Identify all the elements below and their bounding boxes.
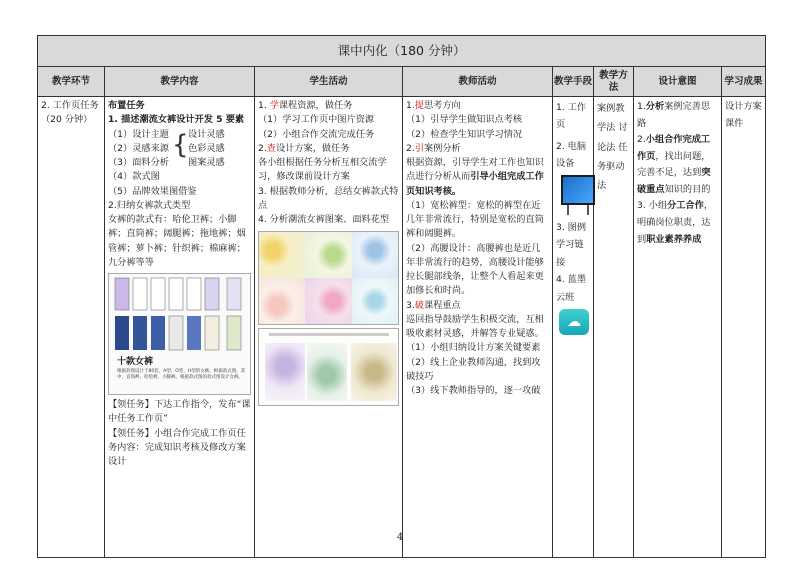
cloud-class-app-icon: ☁ (559, 309, 589, 335)
student-cell (255, 97, 403, 558)
brace-icon: { (172, 129, 189, 160)
lesson-table (37, 35, 766, 558)
page-number: 4 (396, 532, 404, 543)
student-step-1b: （2）小组合作交流完成任务 (258, 128, 375, 140)
header-design: 设计意图 (634, 67, 722, 97)
design-item-3: 3. 小组分工合作，明确岗位职责，达到职业素养养成 (637, 200, 713, 245)
teacher-step-2: 2.引案例分析 (406, 142, 461, 154)
header-content: 教学内容 (105, 67, 255, 97)
teacher-step-3d: （3）线下教师指导的，逐一攻破 (406, 385, 541, 396)
pants-styles-image (108, 273, 251, 395)
task-instruction: 【领任务】下达工作指令，发布“课中任务工作页” (108, 399, 251, 425)
image-caption: 十款女裤 (117, 357, 154, 367)
content-sub1: 1. 描述潮流女裤设计开发 5 要素 (108, 114, 245, 126)
content-sub2-text: 女裤的款式有：哈伦卫裤；小脚裤；直筒裤；阔腿裤；拖地裤；烟管裤；萝卜裤；针织裤；棉麻裤；九分裤等等 (108, 214, 246, 268)
element-item: （3）面料分析 (108, 157, 169, 168)
element-item: （4）款式图 (108, 171, 160, 183)
floral-pattern-image (258, 231, 399, 325)
design-item-1: 1.分析案例完善思路 (637, 101, 711, 129)
teacher-cell (403, 97, 553, 558)
outcome-cell: 设计方案课件 (722, 97, 766, 558)
teacher-step-3a: 巡回指导鼓励学生积极交流，互相吸收素材灵感，并解答专业疑惑。 (406, 313, 544, 339)
content-sub2: 2.归纳女裤款式类型 (108, 199, 191, 211)
teacher-step-3: 3.破课程重点 (406, 299, 461, 311)
inspiration-item: 图案灵感 (188, 157, 225, 168)
teacher-step-3b: （1）小组归纳设计方案关键要素 (406, 342, 541, 354)
header-stage: 教学环节 (38, 67, 105, 97)
student-step-1: 1. 学课程资源，做任务 (258, 100, 353, 111)
teacher-step-3c: （2）线上企业教师沟通，找到攻破技巧 (406, 356, 541, 382)
design-item-2: 2.小组合作完成工作页，找出问题，完善不足，达到突破重点知识的目的 (637, 134, 711, 195)
means-cell (553, 97, 594, 558)
table-title: 课中内化（180 分钟） (38, 36, 766, 67)
student-step-2a: 各小组根据任务分析互相交流学习，修改课前设计方案 (258, 157, 387, 183)
header-student: 学生活动 (255, 67, 403, 97)
element-item: （1）设计主题 (108, 128, 169, 140)
student-step-4: 4. 分析潮流女裤图案、面料花型 (258, 214, 390, 225)
fabric-pattern-image (258, 328, 399, 406)
means-item: 1. 工作页 (556, 102, 587, 131)
element-item: （5）品牌效果图借鉴 (108, 185, 197, 197)
design-cell (634, 97, 722, 558)
inspiration-item: 设计灵感 (188, 128, 225, 140)
inspiration-item: 色彩灵感 (188, 142, 225, 154)
header-means: 教学手段 (553, 67, 594, 97)
content-cell (105, 97, 255, 558)
teacher-step-1: 1.提思考方向 (406, 100, 461, 111)
element-item: （2）灵感来源 (108, 142, 169, 154)
teacher-step-1a: （1）引导学生做知识点考核 (406, 114, 523, 126)
teacher-step-1b: （2）检查学生知识学习情况 (406, 128, 523, 140)
means-item: 2. 电脑设备 (556, 140, 587, 170)
means-item: 3. 图例学习链接 (556, 221, 587, 268)
teacher-step-2d: （2）高腰设计：高腰裤也是近几年非常流行的趋势，高腰设计能够拉长腿部线条，让整个人看起来更加修长和时尚。 (406, 242, 544, 297)
teacher-step-2a: 根据资源，引导学生对工作也知识点进行分析从而引导小组完成工作页知识考核。 (406, 157, 544, 197)
student-step-3: 3. 根据教师分析，总结女裤款式特点 (258, 185, 399, 211)
elements-list (108, 128, 251, 171)
student-step-1a: （1）学习工作页中图片资源 (258, 114, 375, 126)
smart-board-icon (559, 175, 595, 215)
teacher-step-2c: （1）宽松裤型：宽松的裤型在近几年非常流行，特别是宽松的直筒裤和阔腿裤。 (406, 199, 544, 240)
content-heading: 布置任务 (108, 100, 145, 111)
header-methods: 教学方法 (594, 67, 634, 97)
header-outcome: 学习成果 (722, 67, 766, 97)
stage-cell: 2. 工作页任务（20 分钟） (38, 97, 105, 558)
student-step-2: 2.查设计方案，做任务 (258, 142, 350, 154)
image-note: 根据款图设计于80套，A型、O型、H型的女裤。根据款式图，其中，直筒裤、哈伦裤、小脚裤。根据款式图的款式图设计女裤。 (117, 369, 246, 380)
methods-cell: 案例教学法 讨论法 任务驱动法 (594, 97, 634, 558)
means-item: 4. 蓝墨云班 (556, 274, 587, 303)
task-team: 【领任务】小组合作完成工作页任务内容：完成知识考核及修改方案设计 (108, 427, 246, 467)
header-teacher: 教师活动 (403, 67, 553, 97)
